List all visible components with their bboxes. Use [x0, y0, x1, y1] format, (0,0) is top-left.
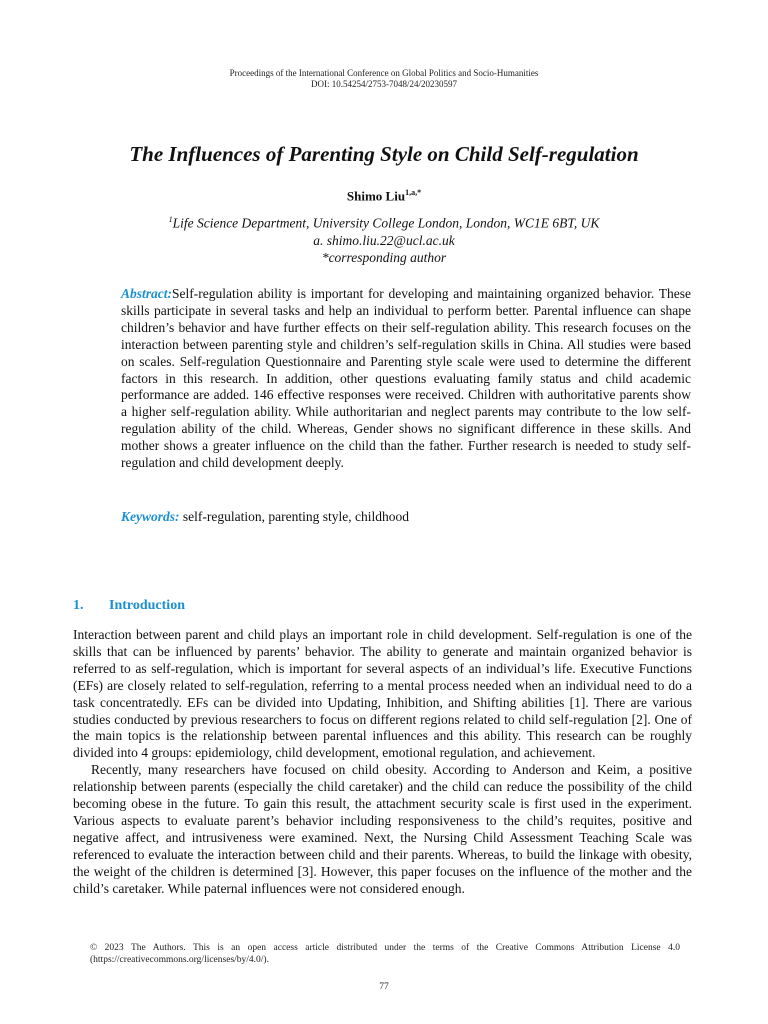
running-head	[0, 68, 768, 90]
paragraph: Interaction between parent and child plays an important role in child development. Self-regulation is one of the skills that can be influenced by parents’ behavior. The ability to generate and maintain organized behavior is referred to as self-regulation, which is important for several aspects of an individual’s life. Executive Functions (EFs) are closely related to self-regulation, referring to a mental process needed when an individual need to do a task concentratedly. EFs can be divided into Updating, Inhibition, and Shifting abilities [1]. There are various studies conducted by previous researchers to focus on different regions related to child self-regulation [2]. One of the main topics is the relationship between parental influences and this ability. This research can be roughly divided into 4 groups: epidemiology, child development, emotional regulation, and achievement.	[73, 627, 692, 761]
paragraph: Recently, many researchers have focused on child obesity. According to Anderson and Keim, a positive relationship between parents (especially the child caretaker) and the child can reduce the possibility of the child becoming obese in the future. To gain this result, the attachment security scale is first used in the experiment. Various aspects to evaluate parent’s behavior including responsiveness to the child’s requites, positive and negative affect, and intrusiveness were examined. Next, the Nursing Child Assessment Teaching Scale was referenced to evaluate the interaction between child and their parents. Whereas, to build the linkage with obesity, the weight of the children is determined [3]. However, this paper focuses on the influence of the mother and the child’s caretaker. While paternal influences were not considered enough.	[73, 762, 692, 896]
affiliation-superscript: 1	[168, 215, 173, 224]
keywords	[121, 509, 691, 525]
doi[interactable]: DOI: 10.54254/2753-7048/24/20230597	[311, 79, 457, 89]
page-number: 77	[379, 982, 389, 992]
author-email[interactable]: a. shimo.liu.22@ucl.ac.uk	[313, 232, 455, 248]
paper-title: The Influences of Parenting Style on Child Self-regulation	[129, 142, 639, 166]
author-name: Shimo Liu	[346, 188, 406, 204]
abstract-text: Self-regulation ability is important for developing and maintaining organized behavior. These skills participate in several tasks and help an individual to perform better. Parental influence can shape children’s behavior and have further effects on their self-regulation ability. This research focuses on the interaction between parenting style and children’s self-regulation skills in China. All studies were based on scales. Self-regulation Questionnaire and Parenting style scale were used to determine the different factors in this research. In addition, other questions evaluating family status and child academic performance are added. 146 effective responses were received. Children with authoritative parents show a higher self-regulation ability. While authoritarian and neglect parents may contribute to the low self-regulation ability of the child. Whereas, Gender shows no significant difference in these skills. And mother shows a greater influence on the child than the father. Further research is needed to study self-regulation and child development deeply.	[121, 286, 691, 471]
section-body	[73, 627, 692, 898]
license-footnote: © 2023 The Authors. This is an open access article distributed under the terms of the Creative Commons Attribution License 4.0 (https://creativecommons.org/licenses/by/4.0/).	[90, 943, 680, 965]
section-title: Introduction	[109, 598, 185, 613]
proceedings-name: Proceedings of the International Conference on Global Politics and Socio-Humanities	[229, 68, 539, 78]
affiliation-line	[0, 211, 768, 232]
corresponding-note: *corresponding author	[321, 249, 447, 265]
author-superscript: 1,a,*	[405, 188, 422, 197]
keywords-label: Keywords:	[121, 509, 180, 524]
abstract-label: Abstract:	[121, 286, 173, 301]
affiliation-text: Life Science Department, University College London, London, WC1E 6BT, UK	[172, 215, 600, 231]
keywords-text: self-regulation, parenting style, childhood	[182, 509, 409, 524]
author-line	[0, 188, 768, 204]
affiliation-block	[0, 211, 768, 266]
section-heading	[73, 598, 673, 614]
abstract	[121, 286, 691, 472]
section-number: 1.	[73, 598, 84, 613]
